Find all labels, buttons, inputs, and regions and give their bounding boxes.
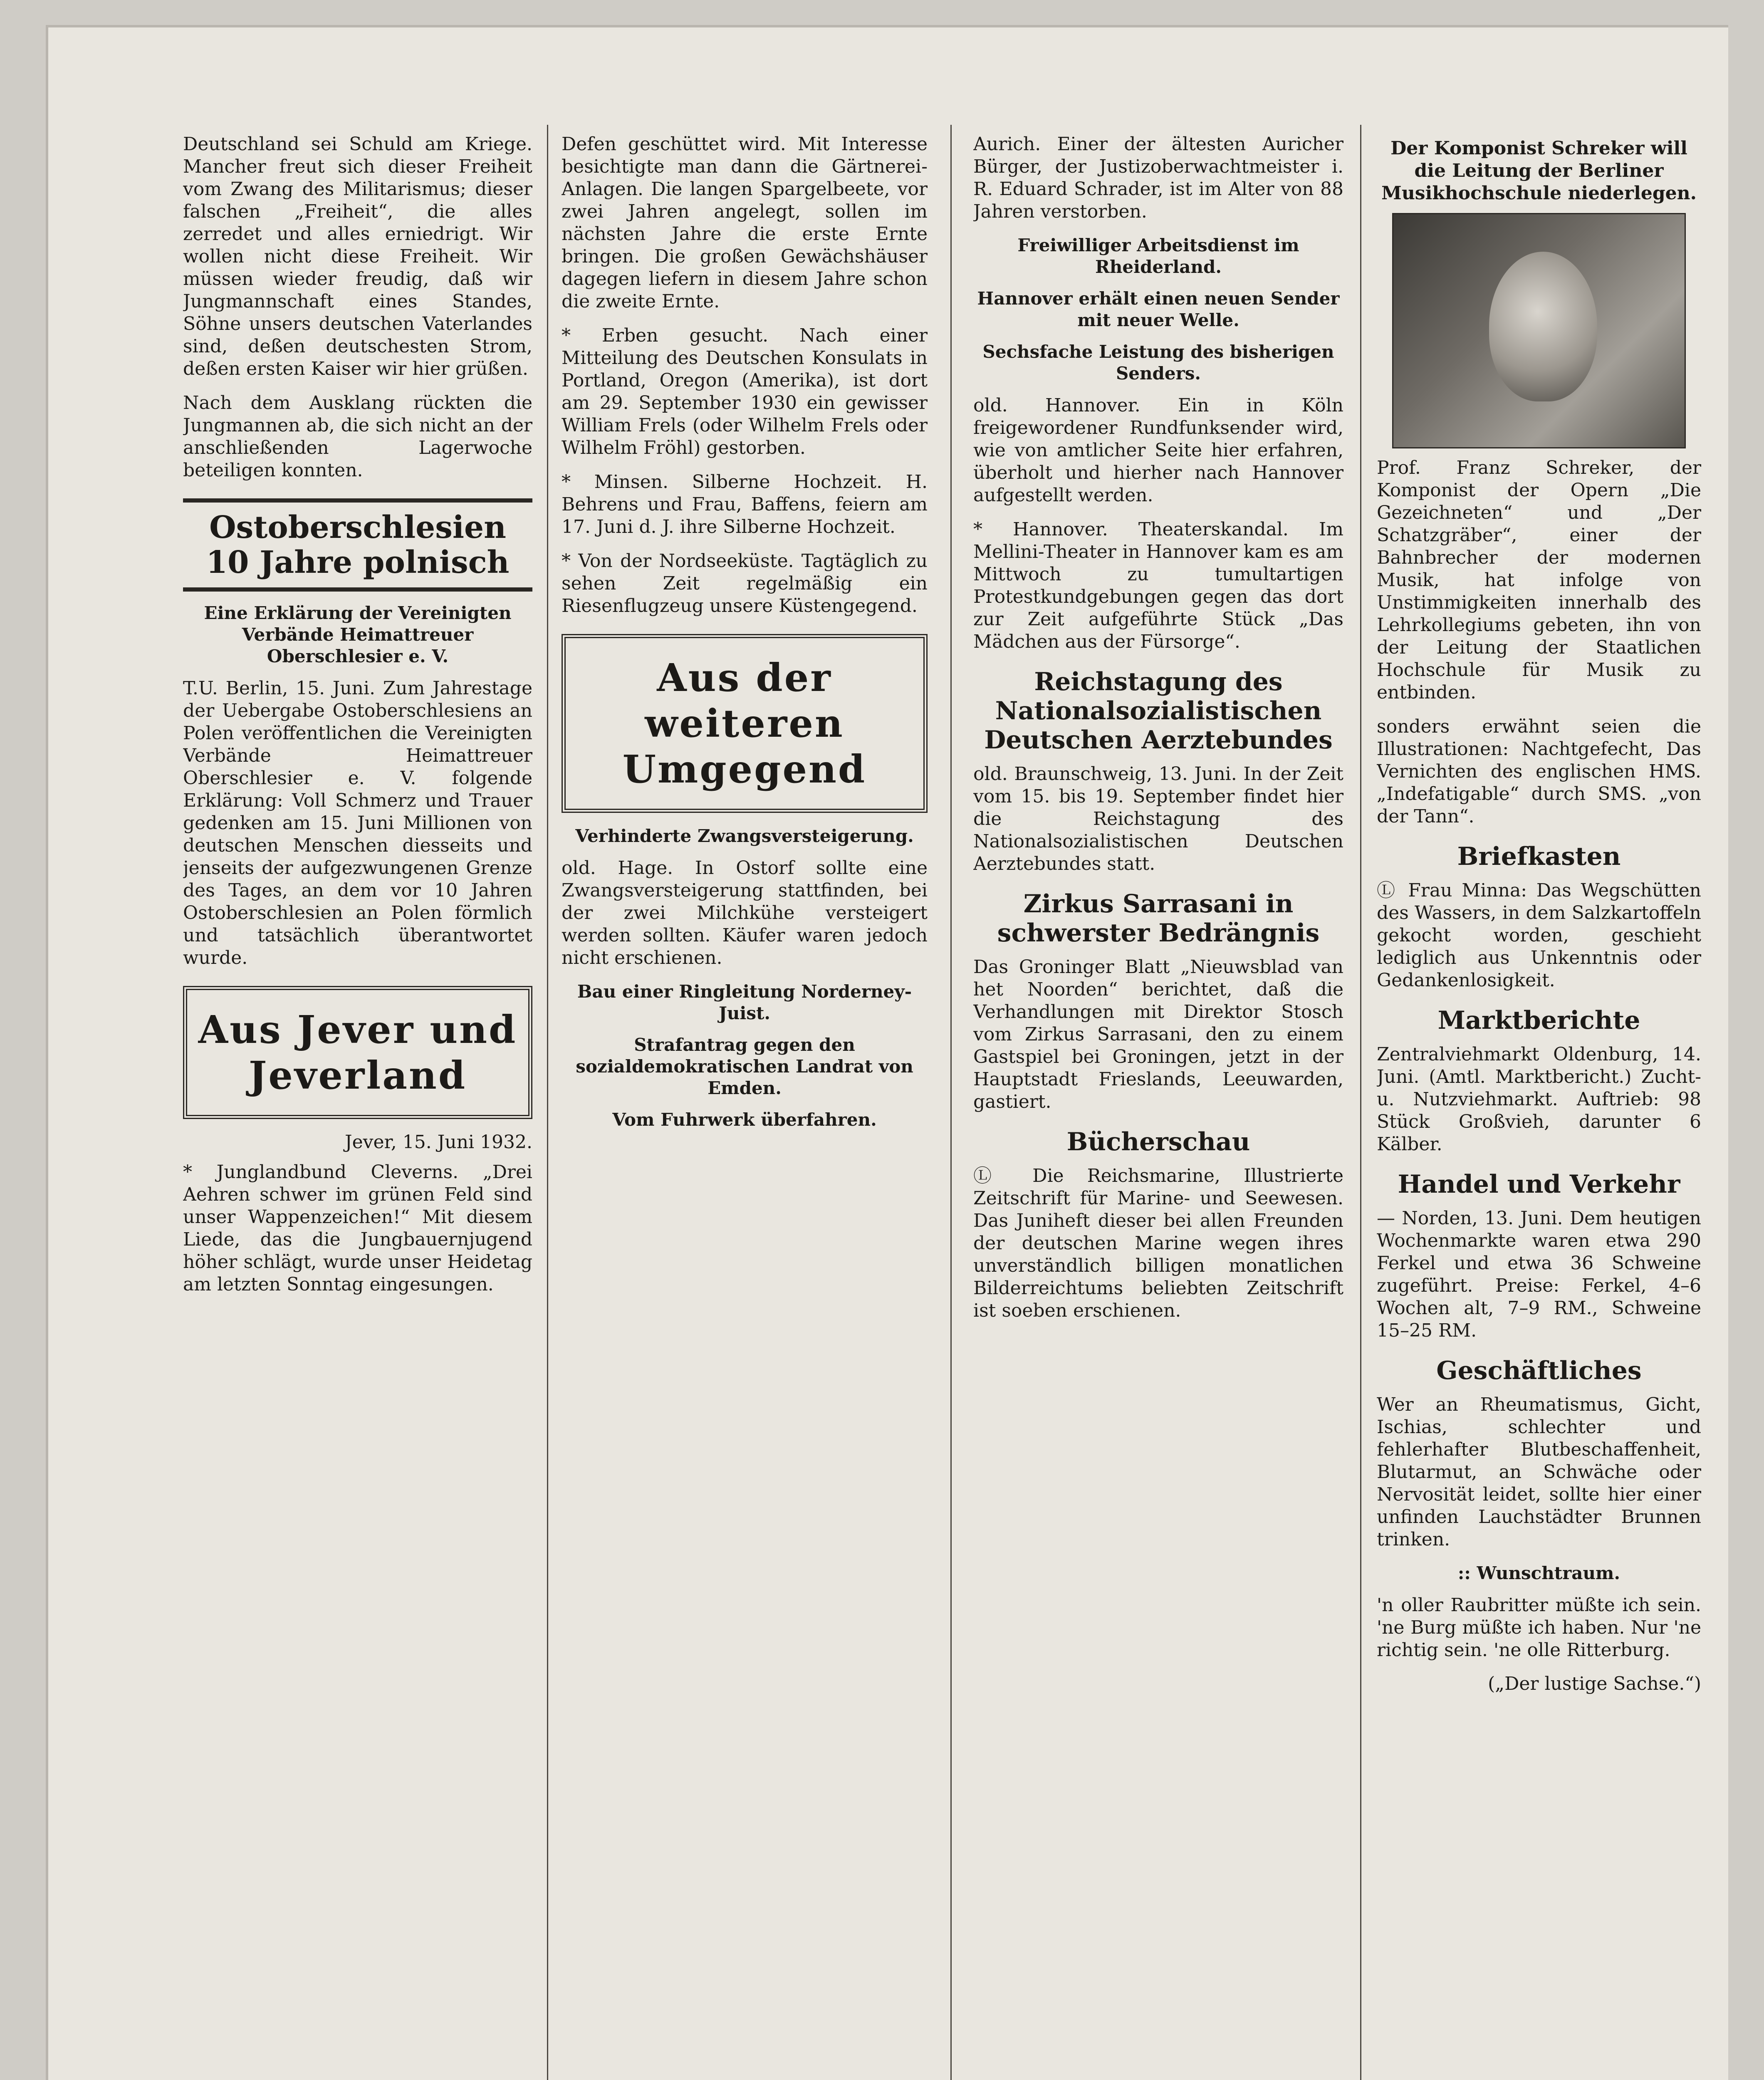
article-text: * Minsen. Silberne Hochzeit. H. Behrens und Frau, Baffens, feiern am 17. Juni d. J. ihre Silberne Hochzeit.: [562, 471, 928, 537]
photo-caption: Prof. Franz Schreker, der Komponist der Opern „Die Gezeichneten“ und „Der Schatzgräber“, einer der Bahnbrecher der modernen Musik, hat infolge von Unstimmigkeiten innerhalb des Lehrkollegiums gebeten, ihn von der Leitung der Staatlichen Hochschule für Musik zu entbinden.: [1377, 457, 1701, 703]
article-text: old. Hannover. Ein in Köln freigewordener Rundfunksender wird, wie von amtlicher Seite hier erfahren, überholt und hierher nach Hannover aufgestellt werden.: [973, 395, 1343, 506]
article-text: old. Hage. In Ostorf sollte eine Zwangsversteigerung stattfinden, bei der zwei Milchkühe versteigert werden sollten. Käufer waren jedoch nicht erschienen.: [562, 857, 928, 968]
column-1: [183, 133, 532, 2080]
portrait-photo: [1392, 213, 1686, 448]
article-text: Wer an Rheumatismus, Gicht, Ischias, schlechter und fehlerhafter Blutbeschaffenheit, Blutarmut, an Schwäche oder Nervosität leidet, sollte hier einer unfinden Lauchstädter Brunnen trinken.: [1377, 1394, 1701, 1550]
dateline: Jever, 15. Juni 1932.: [344, 1132, 532, 1153]
section-frame-jever: Aus Jever und Jeverland: [183, 986, 532, 1119]
article-text: * Von der Nordseeküste. Tagtäglich zu sehen Zeit regelmäßig ein Riesenflugzeug unsere Küstengegend.: [562, 550, 928, 617]
article-text: * Erben gesucht. Nach einer Mitteilung des Deutschen Konsulats in Portland, Oregon (Amerika), ist dort am 29. September 1930 ein gewisser William Frels (oder Wilhelm Frels oder Wilhelm Fröhl) gestorben.: [562, 325, 928, 458]
headline-oberschlesien: Ostoberschlesien 10 Jahre polnisch: [183, 498, 532, 592]
headline-handel: Handel und Verkehr: [1398, 1170, 1680, 1199]
subheadline: Eine Erklärung der Vereinigten Verbände Heimattreuer Oberschlesier e. V.: [204, 603, 512, 666]
subheadline: :: Wunschtraum.: [1457, 1563, 1621, 1583]
headline-marktberichte: Marktberichte: [1437, 1006, 1640, 1035]
article-text: Deutschland sei Schuld am Kriege. Mancher freut sich dieser Freiheit vom Zwang des Militarismus; dieser falschen „Freiheit“, die alles zerredet und alles erniedrigt. Wir wollen nicht diese Freiheit. Wir müssen wieder freudig, daß wir Jungmannschaft eines Standes, Söhne unsers deutschen Vaterlandes sind, deßen deutschesten Strom, deßen ersten Kaiser wir hier grüßen.: [183, 134, 532, 379]
section-frame-umgegend: Aus der weiteren Umgegend: [562, 634, 928, 813]
article-text: Nach dem Ausklang rückten die Jungmannen ab, die sich nicht an der anschließenden Lagerwoche beteiligen konnten.: [183, 392, 532, 481]
subheadline: Vom Fuhrwerk überfahren.: [612, 1109, 877, 1130]
subheadline: Sechsfache Leistung des bisherigen Senders.: [982, 342, 1334, 384]
article-text: * Hannover. Theaterskandal. Im Mellini-Theater in Hannover kam es am Mittwoch zu tumultartigen Protestkundgebungen gegen das dort zur Zeit aufgeführte Stück „Das Mädchen aus der Fürsorge“.: [973, 519, 1343, 652]
headline-geschaeftliches: Geschäftliches: [1436, 1356, 1642, 1385]
article-text: Ⓛ Die Reichsmarine, Illustrierte Zeitschrift für Marine- und Seewesen. Das Juniheft dieser bei allen Freunden der deutschen Marine wegen ihres unverständlich billigen monatlichen Bilderreichtums beliebten Zeitschrift ist soeben erschienen.: [973, 1165, 1343, 1321]
article-text: 'n oller Raubritter müßte ich sein. 'ne Burg müßte ich haben. Nur 'ne richtig sein. 'ne olle Ritterburg.: [1377, 1595, 1701, 1661]
headline-reichstagung: Reichstagung des Nationalsozialistischen Deutschen Aerztebundes: [984, 667, 1333, 755]
subheadline: Freiwilliger Arbeitsdienst im Rheiderland.: [1017, 235, 1299, 277]
column-4: [1377, 133, 1701, 2080]
article-text: Defen geschüttet wird. Mit Interesse besichtigte man dann die Gärtnerei-Anlagen. Die langen Spargelbeete, vor zwei Jahren angelegt, sollen im nächsten Jahre die erste Ernte bringen. Die großen Gewächshäuser dagegen liefern in diesem Jahre schon die zweite Ernte.: [562, 134, 928, 312]
photo-caption-heading: Der Komponist Schreker will die Leitung der Berliner Musikhochschule niederlegen.: [1381, 138, 1697, 204]
subheadline: Bau einer Ringleitung Norderney-Juist.: [577, 981, 912, 1023]
article-text: Aurich. Einer der ältesten Auricher Bürger, der Justizoberwachtmeister i. R. Eduard Schrader, ist im Alter von 88 Jahren verstorben.: [973, 134, 1343, 222]
subheadline: Verhinderte Zwangsversteigerung.: [575, 826, 914, 846]
article-text: * Junglandbund Cleverns. „Drei Aehren schwer im grünen Feld sind unser Wappenzeichen!“ Mit diesem Liede, das die Jungbauernjugend höher schlägt, wurde unser Heidetag am letzten Sonntag eingesungen.: [183, 1161, 532, 1295]
article-text: Zentralviehmarkt Oldenburg, 14. Juni. (Amtl. Marktbericht.) Zucht- u. Nutzviehmarkt. Auftrieb: 98 Stück Großvieh, darunter 6 Kälber.: [1377, 1044, 1701, 1155]
column-rule: [950, 125, 952, 2080]
article-text: Das Groninger Blatt „Nieuwsblad van het Noorden“ berichtet, daß die Verhandlungen mit Direktor Stosch vom Zirkus Sarrasani, den zu einem Gastspiel bei Groningen, jetzt in der Hauptstadt Frieslands, Leeuwarden, gastiert.: [973, 956, 1343, 1112]
column-3: [973, 133, 1343, 2080]
article-text: sonders erwähnt seien die Illustrationen: Nachtgefecht, Das Vernichten des englischen HMS. „Indefatigable“ durch SMS. „von der Tann“.: [1377, 716, 1701, 827]
portrait-face: [1489, 252, 1597, 401]
article-text: old. Braunschweig, 13. Juni. In der Zeit vom 15. bis 19. September findet hier die Reichstagung des Nationalsozialistischen Deutschen Aerztebundes statt.: [973, 763, 1343, 874]
headline-buecherschau: Bücherschau: [1066, 1127, 1250, 1156]
article-text: — Norden, 13. Juni. Dem heutigen Wochenmarkte waren etwa 290 Ferkel und etwa 36 Schweine zugeführt. Preise: Ferkel, 4–6 Wochen alt, 7–9 RM., Schweine 15–25 RM.: [1377, 1208, 1701, 1341]
newspaper-page: [46, 25, 1728, 2080]
subheadline: Hannover erhält einen neuen Sender mit neuer Welle.: [977, 288, 1340, 330]
subheadline: Strafantrag gegen den sozialdemokratischen Landrat von Emden.: [576, 1035, 913, 1098]
column-rule: [1360, 125, 1361, 2080]
article-text: T.U. Berlin, 15. Juni. Zum Jahrestage der Uebergabe Ostoberschlesiens an Polen veröffentlichen die Vereinigten Verbände Heimattreuer Oberschlesier e. V. folgende Erklärung: Voll Schmerz und Trauer gedenken am 15. Juni Millionen von deutschen Menschen diesseits und jenseits der aufgezwungenen Grenze des Tages, an dem vor 10 Jahren Ostoberschlesien an Polen förmlich und tatsächlich überantwortet wurde.: [183, 678, 532, 968]
headline-briefkasten: Briefkasten: [1457, 842, 1621, 871]
headline-zirkus: Zirkus Sarrasani in schwerster Bedrängnis: [997, 889, 1320, 948]
column-2: [562, 133, 928, 2080]
article-text: Ⓛ Frau Minna: Das Wegschütten des Wassers, in dem Salzkartoffeln gekocht worden, geschieht lediglich aus Unkenntnis oder Gedankenlosigkeit.: [1377, 880, 1701, 991]
signoff: („Der lustige Sachse.“): [1488, 1673, 1701, 1694]
column-rule: [547, 125, 548, 2080]
